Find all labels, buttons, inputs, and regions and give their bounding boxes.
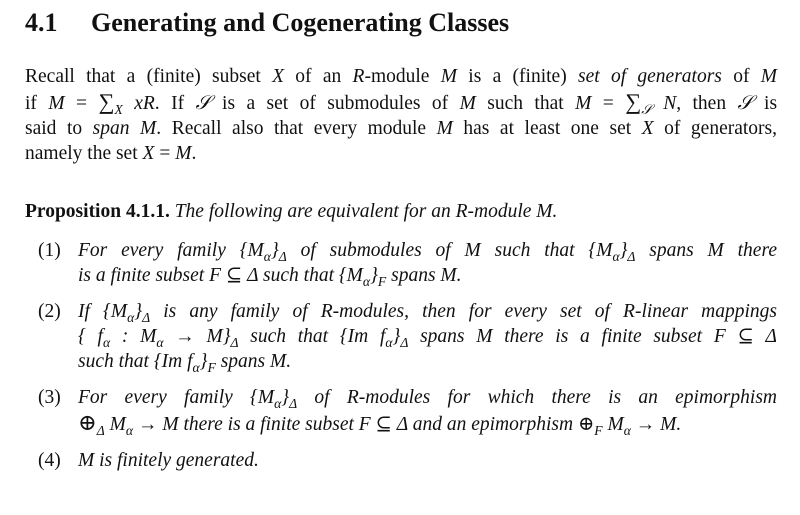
term-set-of-generators: set of generators bbox=[577, 66, 722, 87]
section-number: 4.1 bbox=[25, 8, 58, 37]
proposition-statement: The following are equivalent for an R-module M. bbox=[174, 201, 558, 222]
list-item: (1) For every family $\{M_\alpha\}_\Delta$ of submodules of M such that $\{M_\alpha\}_\Delta$ spans M there is a finite subset F ⊆ Δ such that $\{M_\alpha\}_F$ spans M. bbox=[38, 240, 777, 289]
term-span: span bbox=[92, 118, 130, 139]
paragraph-line-3: said to span M. Recall also that every module M has at least one set X of generators, bbox=[25, 118, 778, 139]
proposition-label: Proposition 4.1.1. bbox=[25, 201, 170, 222]
item-number: (4) bbox=[38, 450, 61, 471]
list-item: (2) If $\{M_\alpha\}_\Delta$ is any family of R-modules, then for every set of R-linear mappings { $f_\alpha$ : $M_\alpha \to M\}_\Delta$ such that {Im $f_\alpha\}_\Delta$ spans M there is a finite subset F ⊆ Δ such that {Im $f_\alpha\}_F$ spans M. bbox=[38, 301, 777, 375]
section-heading bbox=[25, 8, 509, 38]
intro-paragraph bbox=[25, 64, 777, 166]
list-item: (3) For every family $\{M_\alpha\}_\Delta$ of R-modules for which there is an epimorphism $\oplus_\Delta$ $M_\alpha \to M$ there is a finite subset F ⊆ Δ and an epimorphism $\oplus_F$ $M_\alpha \to M$. bbox=[38, 387, 777, 438]
section-title: Generating and Cogenerating Classes bbox=[91, 8, 510, 37]
item-number: (1) bbox=[38, 240, 61, 261]
list-item: (4) M is finitely generated. bbox=[38, 450, 259, 471]
proposition-items bbox=[25, 238, 777, 484]
paragraph-line-2: if $M = \sum_X$ xR. If 𝒮 is a set of submodules of M such that $M = \sum_𝒮$ N, then 𝒮 is bbox=[25, 89, 778, 117]
item-number: (2) bbox=[38, 301, 61, 322]
paragraph-line-4: namely the set X = M. bbox=[25, 143, 197, 164]
item-number: (3) bbox=[38, 387, 61, 408]
paragraph-line-1: Recall that a (finite) subset X of an R-module M is a (finite) set of generators of M bbox=[25, 66, 777, 87]
proposition-heading bbox=[25, 201, 557, 223]
